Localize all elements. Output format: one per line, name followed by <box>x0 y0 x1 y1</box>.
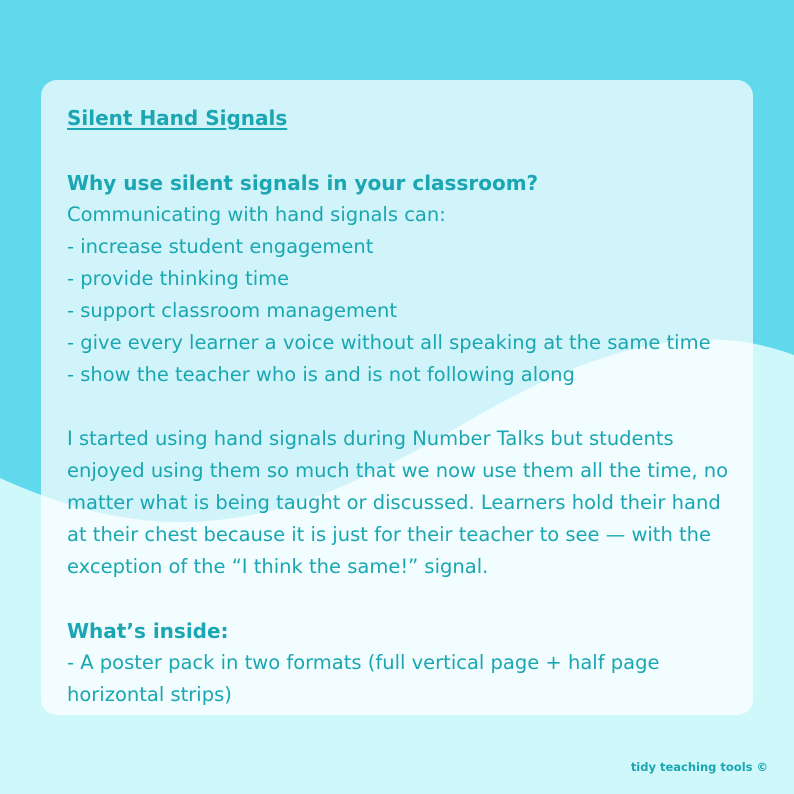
list-item: - provide thinking time <box>67 267 290 290</box>
brand-watermark: tidy teaching tools © <box>630 760 768 774</box>
content-card <box>41 80 753 715</box>
inside-heading: What’s inside: <box>67 619 229 643</box>
description-paragraph: I started using hand signals during Number Talks but students enjoyed using them so much that we now use them all the time, no matter what is being taught or discussed. Learners hold their hand at their chest because it is just for their teacher to see — with the exception of the “I think the same!” signal. <box>67 427 729 578</box>
list-item: - support classroom management <box>67 299 397 322</box>
list-item: - increase student engagement <box>67 235 374 258</box>
list-item: - give every learner a voice without all speaking at the same time <box>67 331 711 354</box>
list-item: - show the teacher who is and is not following along <box>67 363 575 386</box>
page-title: Silent Hand Signals <box>67 106 288 130</box>
why-heading: Why use silent signals in your classroom? <box>67 171 539 195</box>
why-intro: Communicating with hand signals can: <box>67 203 446 226</box>
inside-item: - A poster pack in two formats (full vertical page + half page horizontal strips) <box>67 651 660 706</box>
